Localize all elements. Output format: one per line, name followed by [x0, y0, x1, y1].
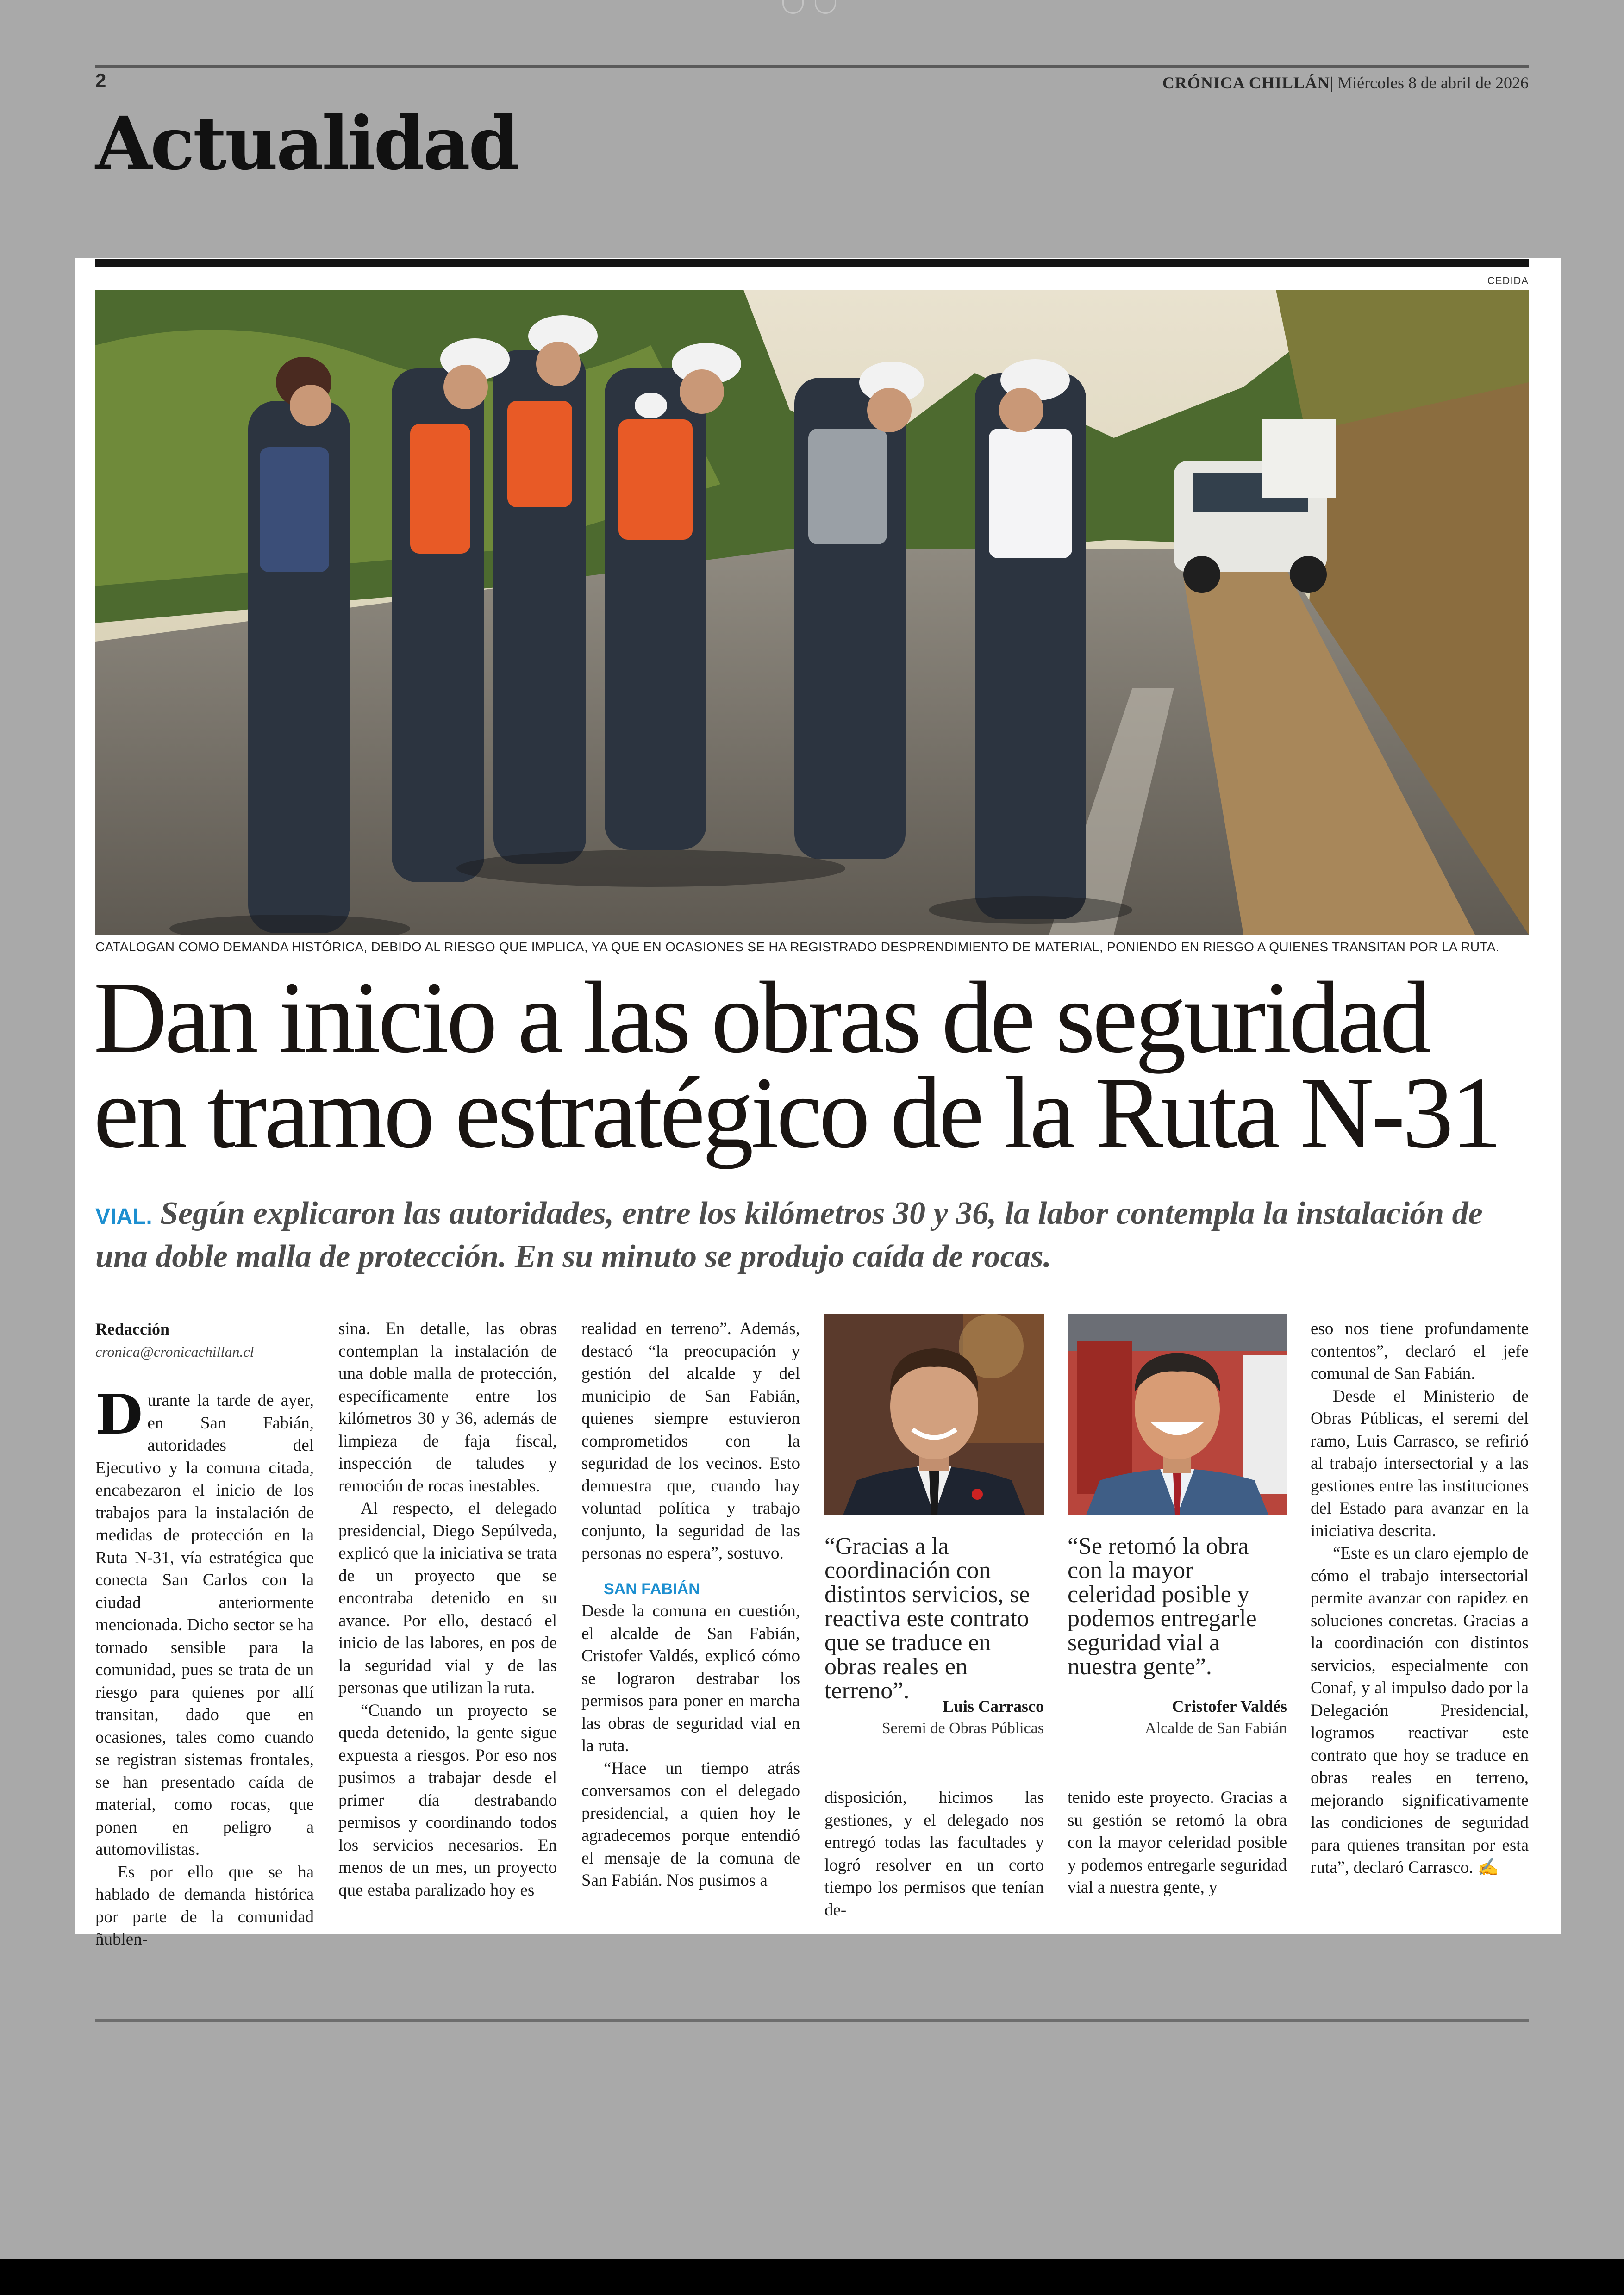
headline-line-2: en tramo estratégico de la Ruta N-31 — [94, 1056, 1499, 1169]
article — [75, 258, 1561, 1949]
paragraph: Desde el Ministerio de Obras Públicas, el seremi del ramo, Luis Carrasco, se refirió al trabajo intersectorial y a las gestiones entre las instituciones del Estado para avanzar en la iniciativa descrita. — [1311, 1386, 1529, 1540]
paragraph: disposición, hicimos las gestiones, y el delegado nos entregó todas las facultades y logró resolver en un corto tiempo los permisos que tenían de- — [824, 1788, 1044, 1920]
column-5 — [1068, 1787, 1287, 1899]
article-top-rule — [95, 259, 1529, 267]
paragraph: Es por ello que se ha hablado de demanda histórica por parte de la comunidad ñublen- — [95, 1862, 314, 1949]
quote-2-role: Alcalde de San Fabián — [1145, 1720, 1287, 1737]
quote-1-role: Seremi de Obras Públicas — [881, 1720, 1044, 1737]
quote-1-name: Luis Carrasco — [943, 1697, 1044, 1715]
subhead-san-fabian: SAN FABIÁN — [604, 1580, 700, 1598]
headline — [94, 960, 1533, 1169]
paragraph: “Hace un tiempo atrás conversamos con el delegado presidencial, a quien hoy le agradecemos porque entendió el mensaje de la comuna de San Fabián. Nos pusimos a — [581, 1759, 800, 1890]
paragraph: tenido este proyecto. Gracias a su gestión se retomó la obra con la mayor celeridad posible y podemos entregarle seguridad vial a nuestra gente, y — [1068, 1788, 1287, 1897]
road-inspection-photo — [95, 290, 1529, 935]
pull-quote-2: “Se retomó la obra con la mayor celeridad posible y podemos entregarle seguridad vial a nuestra gente”. — [1068, 1533, 1257, 1680]
paragraph: eso nos tiene profundamente contentos”, declaró el jefe comunal de San Fabián. — [1311, 1319, 1529, 1383]
paragraph: Al respecto, el delegado presidencial, Diego Sepúlveda, explicó que la iniciativa se trata de un proyecto que se encontraba detenido en su avance. Por ello, destacó el inicio de las labores, en pos de la seguridad vial y de las personas que utilizan la ruta. — [338, 1499, 557, 1697]
deck — [95, 1194, 1512, 1277]
paragraph: sina. En detalle, las obras contemplan la instalación de una doble malla de protección, específicamente entre los kilómetros 30 y 36, además de limpieza de faja fiscal, inspección de taludes y remoción de rocas inestables. — [338, 1319, 557, 1496]
deck-text: Según explicaron las autoridades, entre los kilómetros 30 y 36, la labor contempla la instalación de una doble malla de protección. En su minuto se produjo caída de rocas. — [95, 1196, 1483, 1274]
photo-credit: CEDIDA — [1487, 275, 1529, 287]
lead-text: urante la tarde de ayer, en San Fabián, autoridades del Ejecutivo y la comuna citada, encabezaron el inicio de los trabajos para la instalación de medidas de protección en la Ruta N-31, vía estratégica que conecta San Carlos con la ciudad anteriormente mencionada. Dicho sector se ha tornado sensible para la comunidad, pues se trata de un riesgo para quienes por allí transitan, dado que en ocasiones, tales como cuando se registran sistemas frontales, se han presentado caída de material, como rocas, que ponen en peligro a automovilistas. — [95, 1391, 314, 1859]
deck-tag: VIAL. — [95, 1204, 152, 1229]
byline-email: cronica@cronicachillan.cl — [95, 1343, 254, 1360]
person-photo — [824, 1314, 1044, 1515]
masthead — [1162, 73, 1529, 93]
photo-caption: CATALOGAN COMO DEMANDA HISTÓRICA, DEBIDO AL RIESGO QUE IMPLICA, YA QUE EN OCASIONES SE HA REGISTRADO DESPRENDIMIENTO DE MATERIAL, PONIENDO EN RIESGO A QUIENES TRANSITAN POR LA RUTA. — [95, 940, 1499, 954]
header-rule — [95, 65, 1529, 68]
dropcap: D — [95, 1382, 143, 1447]
paragraph: “Cuando un proyecto se queda detenido, la gente sigue expuesta a riesgos. Por eso nos pusimos a trabajar desde el primer día destrabando permisos y coordinando todos los servicios necesarios. En menos de un mes, un proyecto que estaba paralizado hoy es — [338, 1701, 557, 1900]
paragraph: “Este es un claro ejemplo de cómo el trabajo intersectorial permite avanzar con rapidez en soluciones concretas. Gracias a la coordinación con distintos servicios, especialmente con Conaf, y al impulso dado por la Delegación Presidencial, logramos reactivar este contrato que hoy se traduce en obras reales en terreno, mejorando significativamente las condiciones de seguridad para quienes transitan por esta ruta”, declaró Carrasco. ✍ — [1311, 1544, 1529, 1877]
pull-quote-1: “Gracias a la coordinación con distintos servicios, se reactiva este contrato que se traduce en obras reales en terreno”. — [824, 1533, 1030, 1704]
lead-paragraph — [95, 1382, 314, 1861]
portrait-cristofer-valdes — [1068, 1314, 1287, 1515]
portrait-luis-carrasco — [824, 1314, 1044, 1515]
section-title: Actualidad — [95, 101, 518, 187]
paragraph: realidad en terreno”. Además, destacó “la preocupación y gestión del alcalde y del municipio de San Fabián, quienes siempre estuvieron comprometidos con la seguridad de los vecinos. Esto demuestra que, cuando hay voluntad política y trabajo conjunto, la seguridad de las personas no espera”, sostuvo. — [581, 1319, 800, 1563]
article-photo — [95, 290, 1529, 935]
page-number: 2 — [95, 69, 106, 91]
column-2 — [338, 1318, 557, 1902]
quote-2-name: Cristofer Valdés — [1172, 1697, 1287, 1715]
column-3 — [581, 1318, 800, 1892]
viewer-bottom-bar — [0, 2259, 1624, 2295]
column-4 — [824, 1787, 1044, 1921]
person-photo — [1068, 1314, 1287, 1515]
column-6 — [1311, 1318, 1529, 1879]
masthead-brand: CRÓNICA CHILLÁN — [1162, 74, 1330, 92]
byline-name: Redacción — [95, 1320, 169, 1338]
headline-line-1: Dan inicio a las obras de seguridad — [94, 960, 1429, 1074]
masthead-date: | Miércoles 8 de abril de 2026 — [1330, 74, 1529, 92]
footer-rule — [95, 2019, 1529, 2022]
paragraph: Desde la comuna en cuestión, el alcalde de San Fabián, Cristofer Valdés, explicó cómo se lograron destrabar los permisos para poner en marcha las obras de seguridad vial en la ruta. — [581, 1602, 800, 1755]
column-1 — [95, 1318, 314, 1951]
